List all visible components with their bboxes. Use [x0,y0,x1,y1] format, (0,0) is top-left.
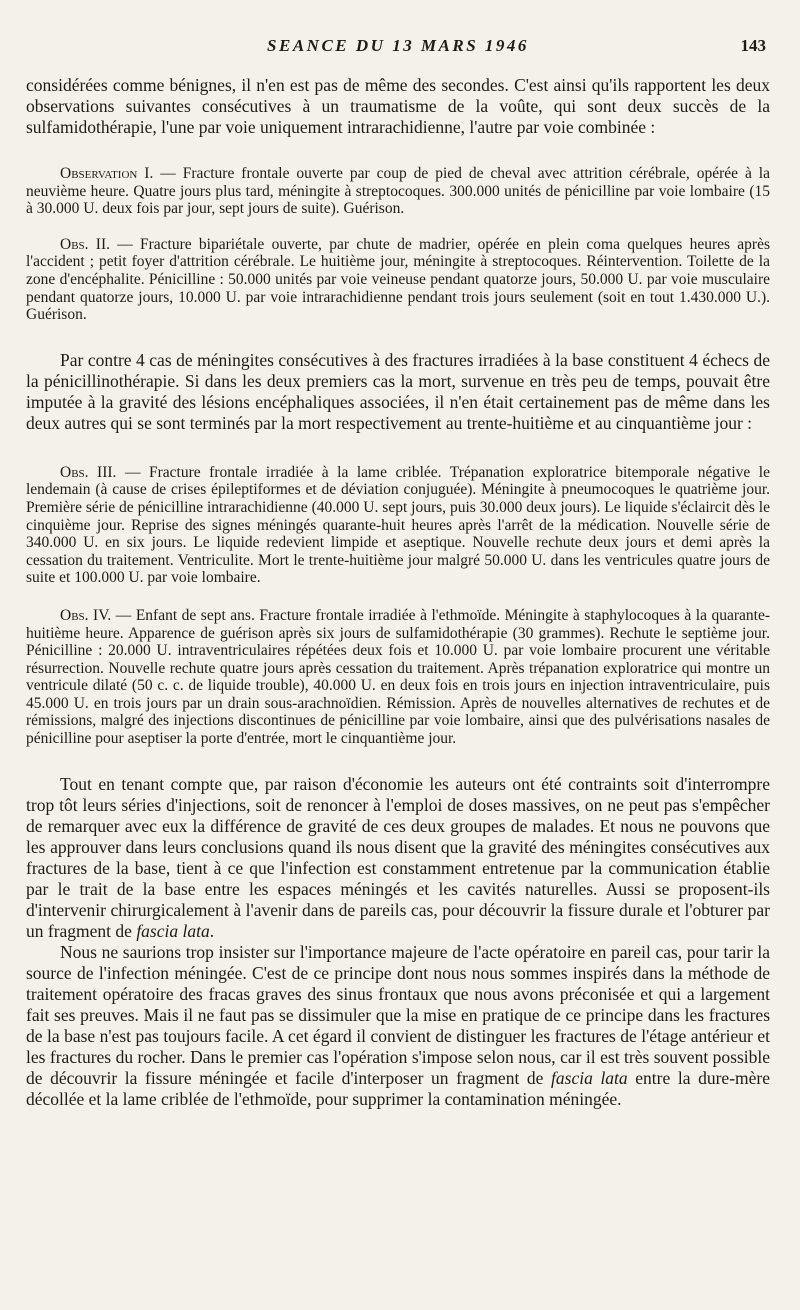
observation-3 [26,464,770,587]
paragraph-tout-en-tenant [26,774,770,942]
paragraph-nous-text: Nous ne saurions trop insister sur l'importance majeure de l'acte opératoire en pareil cas, pour tarir la source de l'infection méningée. C'est de ce principe dont nous nous sommes inspirés dans la méthode de traitement opératoire des fracas graves des sinus frontaux que nous avons préconisée et qui a largement fait ses preuves. Mais il ne faut pas se dissimuler que la mise en pratique de ce principe dans les fractures de la base n'est pas toujours facile. A cet égard il convient de distinguer les fractures de l'étage antérieur et les fractures du rocher. Dans le premier cas l'opération s'impose selon nous, car il est très souvent possible de découvrir la fissure méningée et facile d'interposer un fragment de [26,941,770,1088]
paragraph-tout-italic: fascia lata [136,920,210,941]
observation-1-label: Observation I. [60,165,154,182]
paragraph-nous-ne-saurions [26,942,770,1110]
paragraph-tout-end: . [209,920,215,941]
paragraph-nous-end: entre la dure-mère décollée et la lame criblée de l'ethmoïde, pour supprimer la contamination méningée. [26,1067,770,1109]
observation-2-text: — Fracture bipariétale ouverte, par chute de madrier, opérée en plein coma quelques heures après l'accident ; petit foyer d'attrition cérébrale. Le huitième jour, méningite à streptocoques. Réintervention. Toilette de la zone d'encéphalite. Pénicilline : 50.000 unités par voie veineuse pendant quatorze jours, 50.000 U. par voie musculaire pendant quatorze jours, 10.000 U. par voie intrarachidienne pendant trois jours seulement (soit en tout 1.430.000 U.). Guérison. [26,235,770,324]
observation-3-label: Obs. III. [60,463,117,481]
paragraph-nous-italic: fascia lata [551,1067,628,1088]
observation-4 [26,607,770,748]
page-number: 143 [740,36,766,55]
running-title: SEANCE DU 13 MARS 1946 [267,36,529,55]
running-header [26,0,770,64]
paragraph-par-contre: Par contre 4 cas de méningites consécutives à des fractures irradiées à la base constituent 4 échecs de la pénicillinothérapie. Si dans les deux premiers cas la mort, survenue en très peu de temps, pouvait être imputée à la gravité des lésions encéphaliques associées, il n'en était certainement pas de même dans les deux autres qui se sont terminés par la mort respectivement au trente-huitième et au cinquantième jour : [26,349,770,433]
paragraph-intro: considérées comme bénignes, il n'en est pas de même des secondes. C'est ainsi qu'ils rapportent les deux observations suivantes consécutives à un traumatisme de la voûte, qui sont deux succès de la sulfamidothérapie, l'une par voie uniquement intrarachidienne, l'autre par voie combinée : [26,75,770,137]
observation-4-label: Obs. IV. [60,606,112,624]
observation-1-text: — Fracture frontale ouverte par coup de pied de cheval avec attrition cérébrale, opérée à la neuvième heure. Quatre jours plus tard, méningite à streptocoques. 300.000 unités de pénicilline par voie lombaire (15 à 30.000 U. deux fois par jour, sept jours de suite). Guérison. [26,165,770,218]
observation-4-text: — Enfant de sept ans. Fracture frontale irradiée à l'ethmoïde. Méningite à staphylocoques à la quarante-huitième heure. Apparence de guérison après six jours de sulfamidothérapie (30 grammes). Rechute le septième jour. Pénicilline : 20.000 U. intraventriculaires répétées deux fois et 10.000 U. par voie lombaire procurent une véritable résurrection. Nouvelle rechute quatre jours après cessation du traitement. Après trépanation exploratrice qui montre un ventricule dilaté (50 c. c. de liquide trouble), 40.000 U. en deux fois en trois jours en injection intraventriculaire, puis 45.000 U. en trois jours par un drain sous-arachnoïdien. Rémission. Après de nouvelles alternatives de rechutes et de rémissions, malgré des injections discontinues de pénicilline par voie lombaire, ainsi que des pulvérisations nasales de pénicilline pour aseptiser la porte d'entrée, mort le cinquantième jour. [26,606,770,748]
observation-3-text: — Fracture frontale irradiée à la lame criblée. Trépanation exploratrice bitemporale négative le lendemain (à cause de crises épileptiformes et de déviation conjuguée). Méningite à pneumocoques le quatrième jour. Première série de pénicilline intrarachidienne (40.000 U. sept jours, puis 30.000 deux jours). Le liquide s'éclaircit dès le cinquième jour. Reprise des signes méningés quarante-huit heures après l'arrêt de la médication. Nouvelle série de 340.000 U. en six jours. Le liquide redevient limpide et aseptique. Nouvelle rechute deux jours et demi après la cessation du traitement. Ventriculite. Mort le trente-huitième jour malgré 50.000 U. dans les ventricules quatre jours de suite et 100.000 U. par voie lombaire. [26,463,770,587]
paragraph-tout-text: Tout en tenant compte que, par raison d'économie les auteurs ont été contraints soit d'interrompre trop tôt leurs séries d'injections, soit de renoncer à l'emploi de doses massives, on ne peut pas s'empêcher de remarquer avec eux la différence de gravité de ces deux groupes de malades. Et nous ne pouvons que les approuver dans leurs conclusions quand ils nous disent que la gravité des méningites consécutives aux fractures de la base, tient à ce que l'infection est constamment entretenue par la communication établie par le trait de la base entre les espaces méningés et les cavités naturelles. Aussi se proposent-ils d'intervenir chirurgicalement à l'avenir dans de pareils cas, pour découvrir la fissure durale et l'obturer par un fragment de [26,773,770,941]
observation-2-label: Obs. II. [60,235,110,253]
observation-1 [26,165,770,218]
observation-2 [26,236,770,324]
